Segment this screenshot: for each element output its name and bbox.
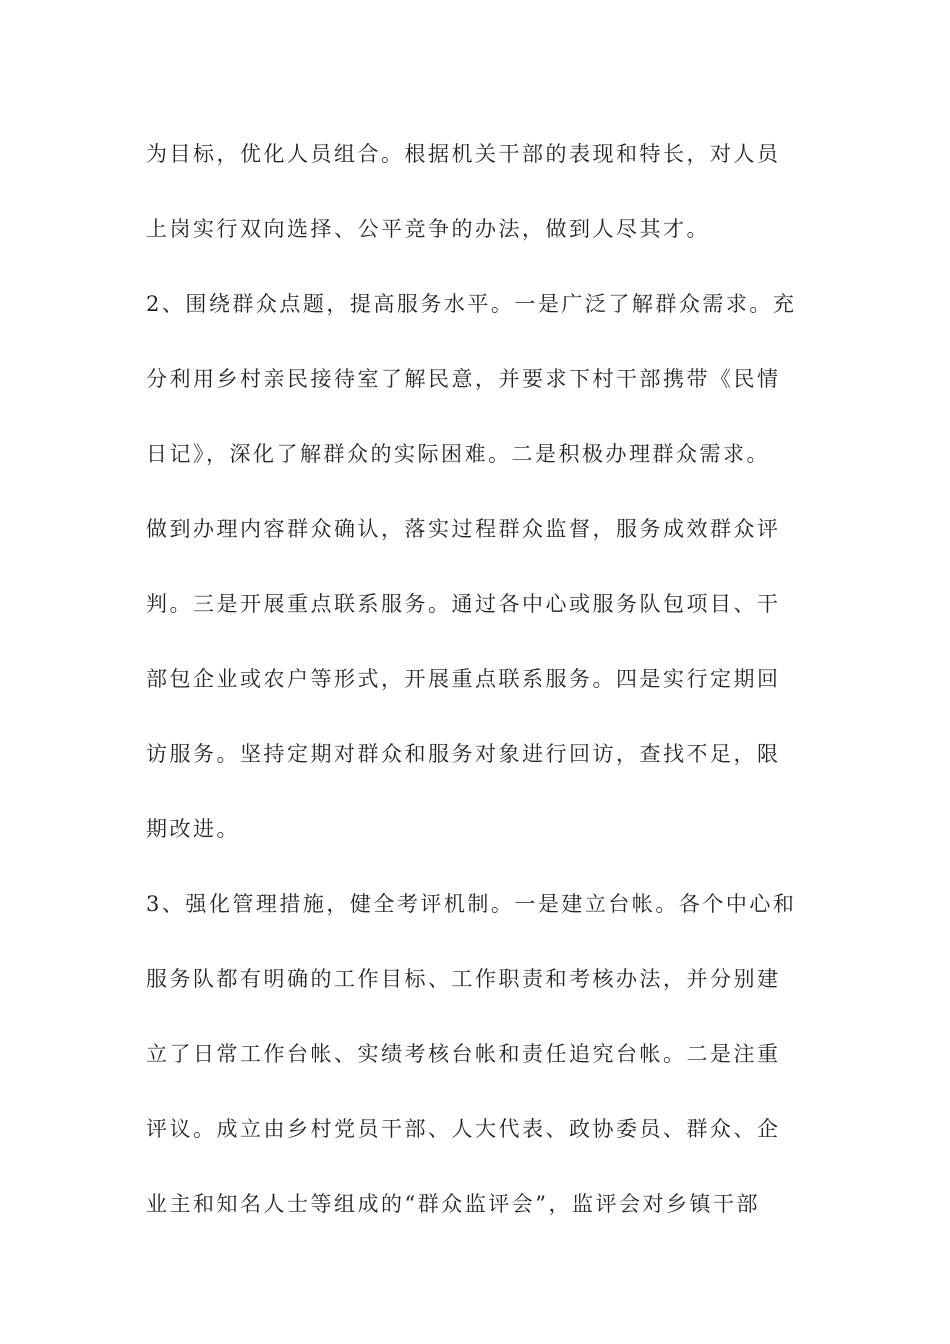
text-line: 评议。成立由乡村党员干部、人大代表、政协委员、群众、企 (146, 1117, 781, 1141)
text-line: 上岗实行双向选择、公平竞争的办法，做到人尽其才。 (146, 217, 710, 241)
text-line: 做到办理内容群众确认，落实过程群众监督，服务成效群众评 (146, 517, 781, 541)
text-line: 业主和知名人士等组成的“群众监评会”，监评会对乡镇干部 (146, 1192, 760, 1216)
text-line: 判。三是开展重点联系服务。通过各中心或服务队包项目、干 (146, 592, 781, 616)
text-line: 部包企业或农户等形式，开展重点联系服务。四是实行定期回 (146, 667, 781, 691)
body-text (146, 131, 808, 1228)
text-line: 服务队都有明确的工作目标、工作职责和考核办法，并分别建 (146, 967, 781, 991)
text-line: 日记》，深化了解群众的实际困难。二是积极办理群众需求。 (146, 442, 770, 466)
text-line: 分利用乡村亲民接待室了解民意，并要求下村干部携带《民情 (146, 367, 781, 391)
text-line: 期改进。 (146, 817, 240, 841)
text-line: 访服务。坚持定期对群众和服务对象进行回访，查找不足，限 (146, 742, 781, 766)
text-line: 2、围绕群众点题，提高服务水平。一是广泛了解群众需求。充 (146, 292, 797, 316)
text-line: 为目标，优化人员组合。根据机关干部的表现和特长，对人员 (146, 142, 781, 166)
text-line: 立了日常工作台帐、实绩考核台帐和责任追究台帐。二是注重 (146, 1042, 781, 1066)
text-line: 3、强化管理措施，健全考评机制。一是建立台帐。各个中心和 (146, 892, 797, 916)
